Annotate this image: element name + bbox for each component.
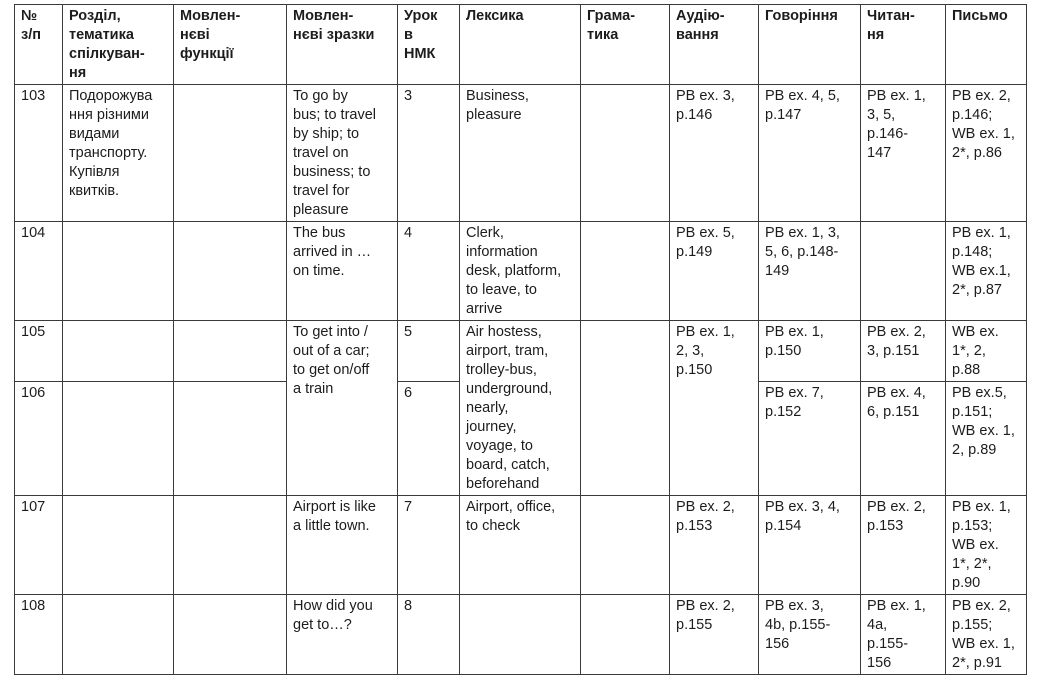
header-topic: Розділ, тематика спілкуван- ня [63,5,174,85]
cell-speaking: PB ex. 7, p.152 [759,382,861,496]
cell-functions [174,222,287,321]
cell-topic [63,321,174,382]
header-vocabulary: Лексика [460,5,581,85]
cell-topic [63,496,174,595]
cell-patterns: Airport is like a little town. [287,496,398,595]
header-reading: Читан- ня [861,5,946,85]
cell-lesson: 8 [398,595,460,675]
cell-writing: PB ex. 2, p.155; WB ex. 1, 2*, p.91 [946,595,1027,675]
cell-vocabulary: Business, pleasure [460,85,581,222]
cell-functions [174,382,287,496]
cell-listening: PB ex. 2, p.155 [670,595,759,675]
cell-number: 107 [15,496,63,595]
cell-lesson: 7 [398,496,460,595]
header-functions: Мовлен- нєві функції [174,5,287,85]
cell-speaking: PB ex. 3, 4, p.154 [759,496,861,595]
cell-patterns: To get into / out of a car; to get on/off a train [287,321,398,496]
header-patterns: Мовлен- нєві зразки [287,5,398,85]
table-row [15,321,1027,382]
cell-speaking: PB ex. 1, p.150 [759,321,861,382]
cell-reading: PB ex. 2, p.153 [861,496,946,595]
header-writing: Письмо [946,5,1027,85]
header-lesson: Урок в НМК [398,5,460,85]
cell-vocabulary: Airport, office, to check [460,496,581,595]
cell-speaking: PB ex. 4, 5, p.147 [759,85,861,222]
cell-number: 106 [15,382,63,496]
cell-writing: PB ex. 2, p.146; WB ex. 1, 2*, p.86 [946,85,1027,222]
table-row [15,85,1027,222]
cell-listening: PB ex. 1, 2, 3, p.150 [670,321,759,496]
cell-reading: PB ex. 4, 6, p.151 [861,382,946,496]
cell-grammar [581,496,670,595]
cell-vocabulary [460,595,581,675]
cell-number: 104 [15,222,63,321]
cell-writing: PB ex.5, p.151; WB ex. 1, 2, p.89 [946,382,1027,496]
cell-listening: PB ex. 5, p.149 [670,222,759,321]
cell-functions [174,85,287,222]
header-speaking: Говоріння [759,5,861,85]
cell-reading: PB ex. 1, 4a, p.155- 156 [861,595,946,675]
cell-reading: PB ex. 2, 3, p.151 [861,321,946,382]
curriculum-sheet [14,4,1026,671]
cell-grammar [581,595,670,675]
cell-topic: Подорожува ння різними видами транспорту. Купівля квитків. [63,85,174,222]
cell-reading: PB ex. 1, 3, 5, p.146- 147 [861,85,946,222]
cell-functions [174,321,287,382]
cell-speaking: PB ex. 3, 4b, p.155- 156 [759,595,861,675]
cell-topic [63,382,174,496]
cell-number: 108 [15,595,63,675]
table-row [15,496,1027,595]
cell-patterns: How did you get to…? [287,595,398,675]
cell-number: 103 [15,85,63,222]
cell-grammar [581,222,670,321]
cell-vocabulary: Clerk, information desk, platform, to leave, to arrive [460,222,581,321]
cell-speaking: PB ex. 1, 3, 5, 6, p.148- 149 [759,222,861,321]
cell-listening: PB ex. 2, p.153 [670,496,759,595]
cell-lesson: 6 [398,382,460,496]
cell-grammar [581,85,670,222]
cell-lesson: 5 [398,321,460,382]
cell-patterns: The bus arrived in … on time. [287,222,398,321]
header-number: № з/п [15,5,63,85]
cell-lesson: 4 [398,222,460,321]
cell-listening: PB ex. 3, p.146 [670,85,759,222]
cell-vocabulary: Air hostess, airport, tram, trolley-bus, underground, nearly, journey, voyage, to board, catch, beforehand [460,321,581,496]
header-listening: Аудію- вання [670,5,759,85]
cell-writing: PB ex. 1, p.153; WB ex. 1*, 2*, p.90 [946,496,1027,595]
cell-topic [63,595,174,675]
header-row [15,5,1027,85]
table-row [15,595,1027,675]
cell-functions [174,595,287,675]
cell-writing: WB ex. 1*, 2, p.88 [946,321,1027,382]
table-row [15,222,1027,321]
curriculum-table [14,4,1027,675]
cell-grammar [581,321,670,496]
cell-number: 105 [15,321,63,382]
cell-functions [174,496,287,595]
header-grammar: Грама- тика [581,5,670,85]
cell-lesson: 3 [398,85,460,222]
cell-patterns: To go by bus; to travel by ship; to travel on business; to travel for pleasure [287,85,398,222]
cell-topic [63,222,174,321]
cell-writing: PB ex. 1, p.148; WB ex.1, 2*, p.87 [946,222,1027,321]
cell-reading [861,222,946,321]
